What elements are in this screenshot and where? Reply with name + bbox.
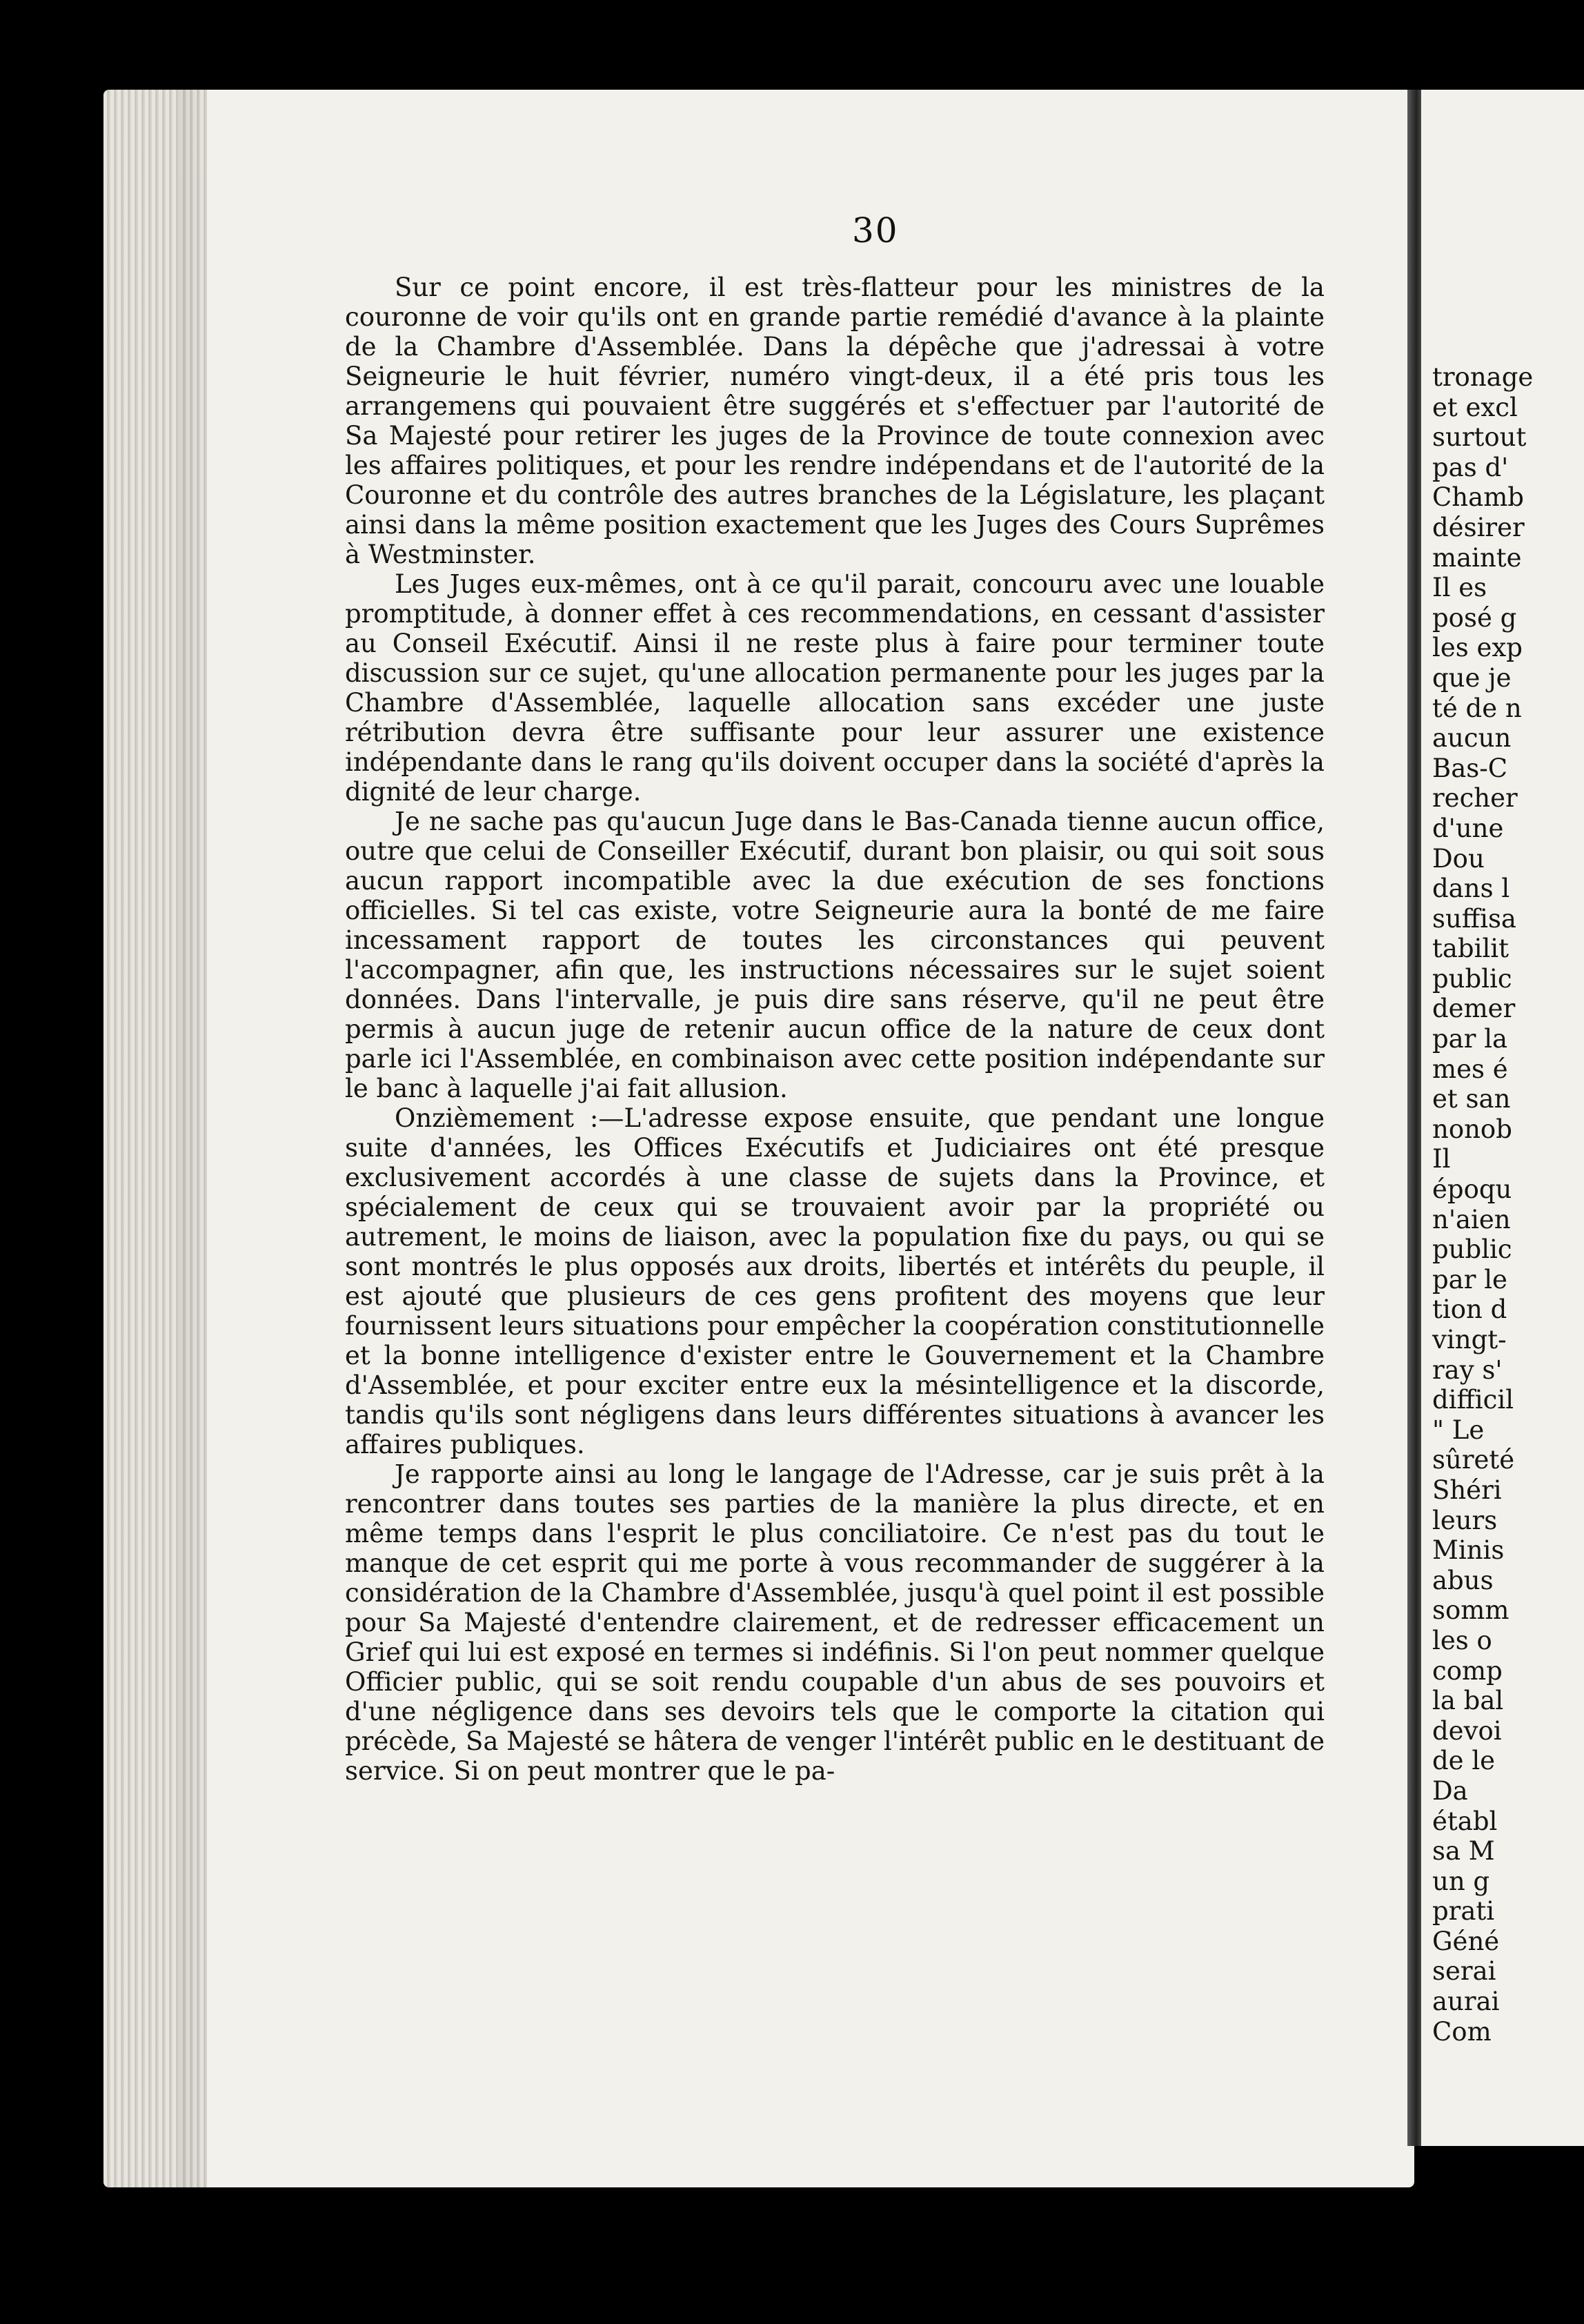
next-page-line: les o xyxy=(1432,1625,1492,1655)
next-page-line: abus xyxy=(1432,1565,1494,1595)
next-page-line: que je xyxy=(1432,662,1512,693)
next-page-line: nonob xyxy=(1432,1114,1512,1144)
next-page-line: aurai xyxy=(1432,1987,1500,2017)
next-page-line: par le xyxy=(1432,1264,1507,1294)
next-page-line: Il xyxy=(1432,1144,1451,1174)
next-page-line: Dou xyxy=(1432,843,1485,874)
paragraph: Je ne sache pas qu'aucun Juge dans le Bas-Canada tienne aucun office, outre que celui de Conseiller Exécutif, durant bon plaisir, ou qui soit sous aucun rapport incompatible avec la due exécution de ses fonctions officielles. Si tel cas existe, votre Seigneurie aura la bonté de me faire incessament rapport de toutes les circonstances qui peuvent l'accompagner, afin que, les instructions nécessaires sur le sujet soient données. Dans l'intervalle, je puis dire sans réserve, qu'il ne peut être permis à aucun juge de retenir aucun office de la nature de ceux dont parle ici l'Assemblée, en combinaison avec cette position indépendante sur le banc à laquelle j'ai fait allusion. xyxy=(345,807,1325,1103)
next-page-line: demer xyxy=(1432,994,1516,1024)
next-page-line: désirer xyxy=(1432,512,1525,542)
next-page-line: surtout xyxy=(1432,422,1527,453)
next-page-line: Chamb xyxy=(1432,482,1524,513)
paragraph: Je rapporte ainsi au long le langage de l'Adresse, car je suis prêt à la rencontrer dans toutes ses parties de la manière la plus directe, et en même temps dans l'esprit le plus conciliatoire. Ce n'est pas du tout le manque de cet esprit qui me porte à vous recommander de suggérer à la considération de la Chambre d'Assemblée, jusqu'à quel point il est possible pour Sa Majesté d'entendre clairement, et de redresser efficacement un Grief qui lui est exposé en termes si indéfinis. Si l'on peut nommer quelque Officier public, qui se soit rendu coupable d'un abus de ses pouvoirs et d'une négligence dans ses devoirs tels que le comporte la citation qui précède, Sa Majesté se hâtera de venger l'intérêt public en le destituant de service. Si on peut montrer que le pa- xyxy=(345,1459,1325,1786)
next-page-line: Bas-C xyxy=(1432,753,1508,783)
next-page-line: té de n xyxy=(1432,693,1522,723)
next-page xyxy=(1421,90,1584,2146)
next-page-line: Géné xyxy=(1432,1926,1500,1956)
next-page-line: Com xyxy=(1432,2016,1492,2047)
next-page-line: sûreté xyxy=(1432,1445,1515,1475)
paragraph: Onzièmement :—L'adresse expose ensuite, que pendant une longue suite d'années, les Offices Exécutifs et Judiciaires ont été presque exclusivement accordés à une classe de sujets dans la Province, et spécialement de ceux qui se trouvaient avoir par la propriété ou autrement, le moins de liaison, avec la population fixe du pays, ou qui se sont montrés le plus opposés aux droits, libertés et intérêts du peuple, il est ajouté que plusieurs de ces gens profitent des moyens que leur fournissent leurs situations pour empêcher la coopération constitutionnelle et la bonne intelligence d'exister entre le Gouvernement et la Chambre d'Assemblée, et pour exciter entre eux la mésintelligence et la discorde, tandis qu'ils sont négligens dans leurs différentes situations à avancer les affaires publiques. xyxy=(345,1103,1325,1459)
next-page-line: public xyxy=(1432,1234,1512,1265)
next-page-line: public xyxy=(1432,963,1512,994)
page-text xyxy=(345,273,1325,1786)
next-page-line: devoi xyxy=(1432,1715,1502,1746)
next-page-line: la bal xyxy=(1432,1686,1504,1716)
next-page-line: Minis xyxy=(1432,1535,1505,1566)
next-page-line: somm xyxy=(1432,1595,1509,1626)
next-page-line: et excl xyxy=(1432,392,1518,422)
next-page-line: n'aien xyxy=(1432,1204,1511,1234)
next-page-line: tronage xyxy=(1432,362,1534,392)
next-page-line: leurs xyxy=(1432,1505,1498,1535)
paragraph: Les Juges eux-mêmes, ont à ce qu'il parait, concouru avec une louable promptitude, à donner effet à ces recommendations, en cessant d'assister au Conseil Exécutif. Ainsi il ne reste plus à faire pour terminer toute discussion sur ce sujet, qu'une allocation permanente pour les juges par la Chambre d'Assemblée, laquelle allocation sans excéder une juste rétribution devra être suffisante pour leur assurer une existence indépendante dans le rang qu'ils doivent occuper dans la société d'après la dignité de leur charge. xyxy=(345,569,1325,807)
next-page-line: les exp xyxy=(1432,633,1523,663)
next-page-line: tion d xyxy=(1432,1294,1507,1325)
next-page-line: mes é xyxy=(1432,1054,1508,1084)
next-page-line: sa M xyxy=(1432,1836,1495,1867)
next-page-line: époqu xyxy=(1432,1174,1512,1205)
next-page-line: prati xyxy=(1432,1896,1495,1927)
next-page-line: tabilit xyxy=(1432,934,1509,964)
next-page-line: par la xyxy=(1432,1024,1508,1054)
next-page-line: recher xyxy=(1432,783,1518,814)
page-edges xyxy=(103,90,207,2187)
next-page-line: aucun xyxy=(1432,723,1512,754)
next-page-line: serai xyxy=(1432,1956,1496,1987)
next-page-line: " Le xyxy=(1432,1415,1485,1445)
next-page-line: comp xyxy=(1432,1655,1503,1686)
next-page-line: difficil xyxy=(1432,1385,1514,1415)
next-page-line: et san xyxy=(1432,1084,1511,1114)
next-page-line: Shéri xyxy=(1432,1475,1502,1505)
next-page-line: suffisa xyxy=(1432,903,1516,934)
next-page-line: établ xyxy=(1432,1806,1498,1836)
next-page-line: Da xyxy=(1432,1775,1468,1806)
next-page-text xyxy=(1432,362,1584,2047)
next-page-line: dans l xyxy=(1432,874,1510,904)
next-page-line: pas d' xyxy=(1432,452,1509,482)
page-number: 30 xyxy=(852,210,899,250)
paragraph: Sur ce point encore, il est très-flatteur pour les ministres de la couronne de voir qu'ils ont en grande partie remédié d'avance à la plainte de la Chambre d'Assemblée. Dans la dépêche que j'adressai à votre Seigneurie le huit février, numéro vingt-deux, il a été pris tous les arrangemens qui pouvaient être suggérés et s'effectuer par l'autorité de Sa Majesté pour retirer les juges de la Province de toute connexion avec les affaires politiques, et pour les rendre indépendans et de l'autorité de la Couronne et du contrôle des autres branches de la Législature, les plaçant ainsi dans la même position exactement que les Juges des Cours Suprêmes à Westminster. xyxy=(345,273,1325,569)
book-gutter xyxy=(1407,90,1423,2146)
next-page-line: mainte xyxy=(1432,542,1522,573)
next-page-line: de le xyxy=(1432,1746,1496,1776)
next-page-line: vingt- xyxy=(1432,1325,1507,1355)
next-page-line: d'une xyxy=(1432,813,1504,843)
next-page-line: un g xyxy=(1432,1866,1490,1896)
next-page-line: Il es xyxy=(1432,573,1487,603)
next-page-line: posé g xyxy=(1432,602,1517,633)
next-page-line: ray s' xyxy=(1432,1355,1503,1385)
